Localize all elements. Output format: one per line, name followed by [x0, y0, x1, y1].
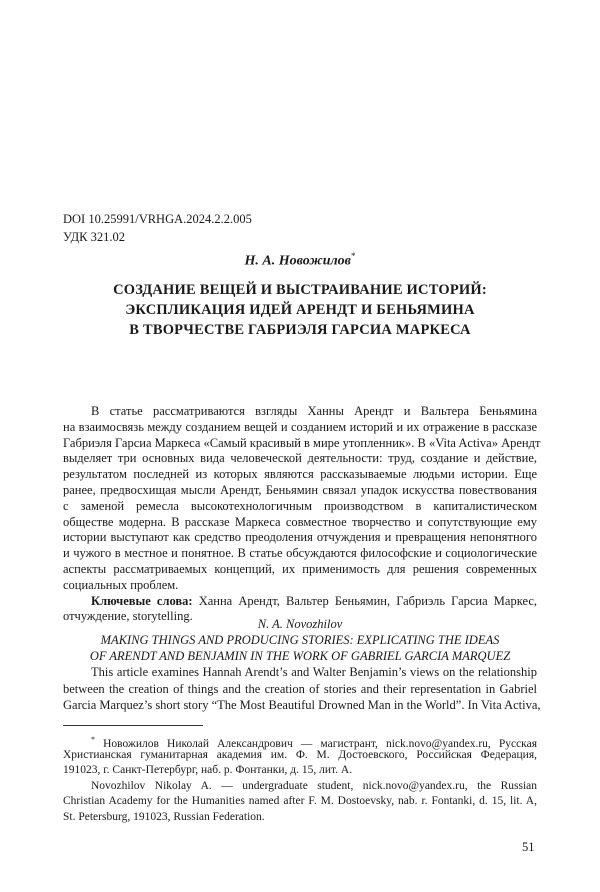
abstract-ru-line: аспекты рассматриваемых концепций, их применимость для решения современных [63, 562, 537, 578]
footnote-en-line: Christian Academy for the Humanities named after F. M. Dostoevsky, nab. r. Fontanki, d. 15, lit. A, [63, 794, 537, 810]
abstract-en-line: This article examines Hannah Arendt’s and Walter Benjamin’s views on the relationship [63, 664, 537, 681]
abstract-en [63, 664, 537, 714]
abstract-ru-line: и чужого в местное и понятное. В статье обсуждаются философские и социологические [63, 546, 537, 562]
title-ru-line: СОЗДАНИЕ ВЕЩЕЙ И ВЫСТРАИВАНИЕ ИСТОРИЙ: [70, 280, 530, 300]
article-title-en [63, 632, 537, 664]
footnote-divider [63, 725, 203, 726]
author-name-en: N. A. Novozhilov [0, 616, 600, 632]
footnotes [63, 732, 537, 825]
author-name-ru [0, 246, 600, 272]
footnote-ru-line [63, 732, 537, 748]
author-footnote-mark: * [351, 251, 356, 261]
abstract-ru-line: В статье рассматриваются взгляды Ханны Арендт и Вальтера Беньямина [63, 404, 537, 420]
abstract-ru-line: ранее, предвосхищая мысли Арендт, Беньямин связал упадок искусства повествования [63, 483, 537, 499]
footnote-mark: * [91, 735, 95, 744]
abstract-ru-line: обществе модерна. В рассказе Маркеса совместное творчество и сопутствующие ему [63, 515, 537, 531]
keywords-label: Ключевые слова: [91, 594, 193, 608]
abstract-en-line: Garcia Marquez’s short story “The Most Beautiful Drowned Man in the World”. In Vita Activa, [63, 697, 537, 714]
abstract-en-line: between the creation of things and the creation of stories and their representation in Gabriel [63, 681, 537, 698]
footnote-en-line: St. Petersburg, 191023, Russian Federation. [63, 810, 537, 826]
abstract-ru [63, 404, 537, 625]
title-en-line: MAKING THINGS AND PRODUCING STORIES: EXPLICATING THE IDEAS [63, 632, 537, 648]
footnote-en-line: Novozhilov Nikolay A. — undergraduate student, nick.novo@yandex.ru, the Russian [63, 779, 537, 795]
author-name-ru-text: Н. А. Новожилов [245, 254, 351, 269]
title-en-line: OF ARENDT AND BENJAMIN IN THE WORK OF GABRIEL GARCIA MARQUEZ [63, 648, 537, 664]
abstract-ru-line: истории выступают как средство преодоления отчуждения и превращения непонятного [63, 530, 537, 546]
abstract-ru-line: социальных проблем. [63, 578, 537, 594]
article-title-ru [70, 280, 530, 340]
abstract-ru-line: выделяет три основных вида человеческой деятельности: труд, создание и действие, [63, 451, 537, 467]
udk-label: УДК 321.02 [63, 228, 125, 246]
journal-page [0, 0, 600, 892]
title-ru-line: ЭКСПЛИКАЦИЯ ИДЕЙ АРЕНДТ И БЕНЬЯМИНА [70, 300, 530, 320]
footnote-ru-line: 191023, г. Санкт-Петербург, наб. р. Фонтанки, д. 15, лит. А. [63, 763, 537, 779]
title-ru-line: В ТВОРЧЕСТВЕ ГАБРИЭЛЯ ГАРСИА МАРКЕСА [70, 320, 530, 340]
abstract-ru-line: Габриэля Гарсиа Маркеса «Самый красивый в мире утопленник». В «Vita Activa» Арендт [63, 436, 537, 452]
abstract-ru-line: с заменой ремесла высокотехнологичным производством в капиталистическом [63, 499, 537, 515]
keywords-ru [63, 594, 537, 610]
page-number: 51 [522, 840, 535, 855]
keywords-list: Ханна Арендт, Вальтер Беньямин, Габриэль Гарсиа Маркес, [199, 594, 537, 608]
keywords-ru-line2: отчуждение, storytelling. [63, 609, 537, 625]
abstract-ru-line: на взаимосвязь между созданием вещей и созданием историй и их отражение в рассказе [63, 420, 537, 436]
footnote-ru-line: Христианская гуманитарная академия им. Ф. М. Достоевского, Российская Федерация, [63, 748, 537, 764]
doi-label: DOI 10.25991/VRHGA.2024.2.2.005 [63, 210, 252, 228]
abstract-ru-line: результатом последней из которых являются рассказываемые людьми истории. Еще [63, 467, 537, 483]
footnote-ru-text: Новожилов Николай Александрович — магистрант, nick.novo@yandex.ru, Русская [103, 738, 537, 750]
